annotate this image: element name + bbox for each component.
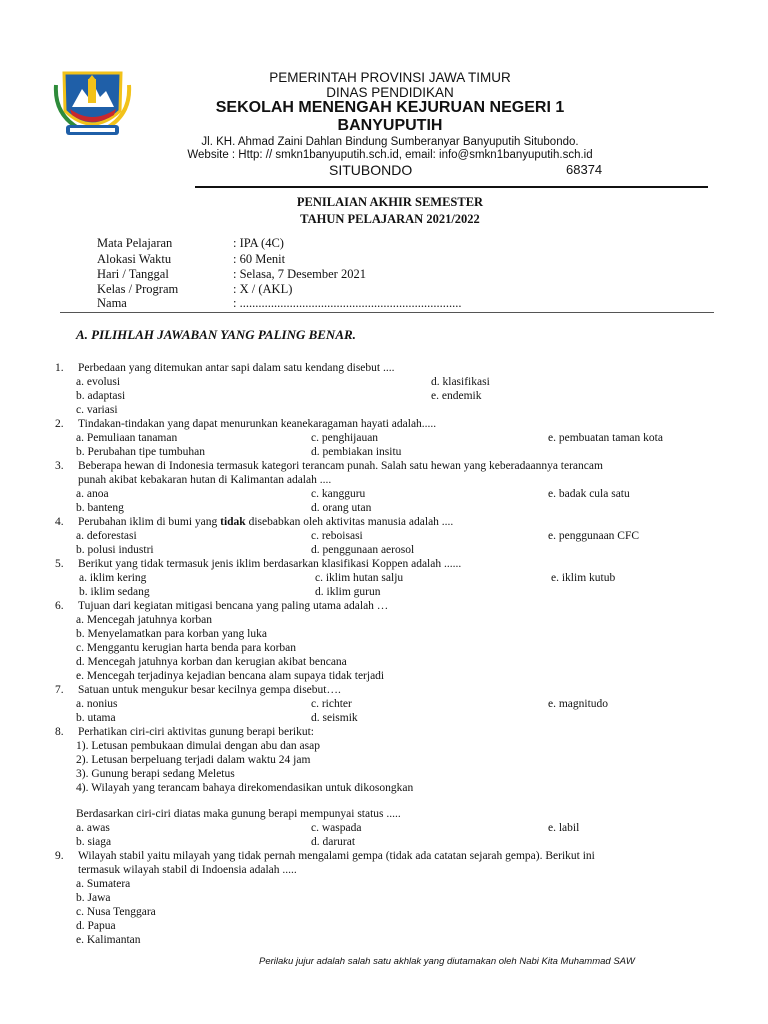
option: e. iklim kutub	[551, 572, 616, 584]
option: d. penggunaan aerosol	[311, 544, 415, 556]
option: b. iklim sedang	[79, 586, 150, 598]
question-number: 1.	[55, 362, 64, 374]
list-item: 4). Wilayah yang terancam bahaya direkomendasikan untuk dikosongkan	[76, 782, 414, 794]
option: e. penggunaan CFC	[548, 530, 640, 542]
info-value: : 60 Menit	[233, 252, 286, 266]
header-divider	[195, 186, 708, 188]
option: c. kangguru	[311, 488, 366, 500]
school-website: Website : Http: // smkn1banyuputih.sch.id, email: info@smkn1banyuputih.sch.id	[187, 149, 593, 161]
school-location: BANYUPUTIH	[337, 117, 443, 134]
question-text: Wilayah stabil yaitu milayah yang tidak pernah mengalami gempa (tidak ada catatan sejarah gempa). Berikut ini	[78, 850, 595, 862]
question-text-cont: punah akibat kebakaran hutan di Kalimantan adalah ....	[78, 474, 332, 486]
option: e. Kalimantan	[76, 934, 141, 946]
option: b. adaptasi	[76, 390, 126, 402]
option: c. iklim hutan salju	[315, 572, 404, 584]
list-item: 3). Gunung berapi sedang Meletus	[76, 768, 235, 780]
question-number: 7.	[55, 684, 64, 696]
question-text: Perhatikan ciri-ciri aktivitas gunung berapi berikut:	[78, 726, 314, 738]
option: b. utama	[76, 712, 116, 724]
option: c. variasi	[76, 404, 118, 416]
option: a. deforestasi	[76, 530, 137, 542]
option: a. iklim kering	[79, 572, 147, 584]
question-text: Satuan untuk mengukur besar kecilnya gempa disebut….	[78, 684, 341, 696]
question-text	[78, 515, 453, 529]
option: c. reboisasi	[311, 530, 363, 542]
school-address: Jl. KH. Ahmad Zaini Dahlan Bindung Sumberanyar Banyuputih Situbondo.	[201, 136, 579, 148]
info-label: Alokasi Waktu	[97, 252, 172, 266]
question-number: 8.	[55, 726, 64, 738]
option: b. banteng	[76, 502, 124, 514]
option: e. magnitudo	[548, 698, 609, 710]
option: d. seismik	[311, 712, 358, 724]
option: a. awas	[76, 822, 110, 834]
zip-code: 68374	[566, 162, 603, 177]
option: a. Pemuliaan tanaman	[76, 432, 178, 444]
exam-year: TAHUN PELAJARAN 2021/2022	[300, 212, 480, 226]
option: a. Sumatera	[76, 878, 131, 890]
question-number: 4.	[55, 516, 64, 528]
question-number: 6.	[55, 600, 64, 612]
option: c. Nusa Tenggara	[76, 906, 156, 918]
school-name: SEKOLAH MENENGAH KEJURUAN NEGERI 1	[215, 99, 565, 116]
question-text: Tujuan dari kegiatan mitigasi bencana yang paling utama adalah …	[78, 600, 389, 612]
option: e. endemik	[431, 390, 482, 402]
question-text: Tindakan-tindakan yang dapat menurunkan keanekaragaman hayati adalah.....	[78, 418, 437, 430]
option: e. Mencegah terjadinya kejadian bencana alam supaya tidak terjadi	[76, 670, 385, 682]
option: d. klasifikasi	[431, 376, 490, 388]
option: b. Perubahan tipe tumbuhan	[76, 446, 206, 458]
option: e. badak cula satu	[548, 488, 630, 500]
info-label: Nama	[97, 296, 127, 310]
option: b. Menyelamatkan para korban yang luka	[76, 628, 267, 640]
question-text-cont: termasuk wilayah stabil di Indoensia adalah .....	[78, 864, 297, 876]
question-number: 2.	[55, 418, 64, 430]
info-label: Hari / Tanggal	[97, 267, 169, 281]
option: a. evolusi	[76, 376, 121, 388]
header-government: PEMERINTAH PROVINSI JAWA TIMUR	[269, 70, 511, 85]
option: c. richter	[311, 698, 352, 710]
option: d. orang utan	[311, 502, 372, 514]
question-number: 9.	[55, 850, 64, 862]
option: d. iklim gurun	[315, 586, 381, 598]
info-label: Mata Pelajaran	[97, 236, 173, 250]
option: d. darurat	[311, 836, 356, 848]
info-label: Kelas / Program	[97, 282, 179, 296]
province-logo	[50, 67, 135, 139]
name-blank: : .......................................................................	[233, 296, 462, 310]
header-department: DINAS PENDIDIKAN	[326, 85, 454, 100]
option: d. Mencegah jatuhnya korban dan kerugian akibat bencana	[76, 656, 347, 668]
city: SITUBONDO	[329, 162, 413, 178]
question-text-emphasis: tidak	[220, 516, 246, 528]
footer-motto: Perilaku jujur adalah salah satu akhlak yang diutamakan oleh Nabi Kita Muhammad SAW	[259, 956, 635, 967]
option: a. Mencegah jatuhnya korban	[76, 614, 213, 626]
question-text: Perbedaan yang ditemukan antar sapi dalam satu kendang disebut ....	[78, 362, 395, 374]
option: e. pembuatan taman kota	[548, 432, 663, 444]
option: b. polusi industri	[76, 544, 154, 556]
option: c. penghijauan	[311, 432, 379, 444]
list-item: 2). Letusan berpeluang terjadi dalam waktu 24 jam	[76, 754, 311, 766]
section-a-heading: A. PILIHLAH JAWABAN YANG PALING BENAR.	[76, 327, 356, 342]
question-text-post: disebabkan oleh aktivitas manusia adalah ....	[245, 516, 454, 528]
info-value: : X / (AKL)	[233, 282, 293, 296]
list-item: 1). Letusan pembukaan dimulai dengan abu dan asap	[76, 740, 320, 752]
option: a. anoa	[76, 488, 109, 500]
exam-title: PENILAIAN AKHIR SEMESTER	[296, 195, 484, 209]
question-prompt: Berdasarkan ciri-ciri diatas maka gunung berapi mempunyai status .....	[76, 808, 401, 820]
option: e. labil	[548, 822, 580, 834]
info-divider	[60, 312, 714, 313]
option: b. siaga	[76, 836, 112, 848]
question-text-pre: Perubahan iklim di bumi yang	[78, 516, 221, 528]
option: c. Menggantu kerugian harta benda para korban	[76, 642, 297, 654]
info-value: : Selasa, 7 Desember 2021	[233, 267, 366, 281]
question-number: 3.	[55, 460, 64, 472]
option: b. Jawa	[76, 892, 111, 904]
option: c. waspada	[311, 822, 362, 834]
option: a. nonius	[76, 698, 118, 710]
question-text: Berikut yang tidak termasuk jenis iklim berdasarkan klasifikasi Koppen adalah ......	[78, 558, 462, 570]
question-number: 5.	[55, 558, 64, 570]
info-value: : IPA (4C)	[233, 236, 284, 250]
option: d. pembiakan insitu	[311, 446, 402, 458]
question-text: Beberapa hewan di Indonesia termasuk kategori terancam punah. Salah satu hewan yang keberadaannya terancam	[78, 460, 603, 472]
option: d. Papua	[76, 920, 116, 932]
